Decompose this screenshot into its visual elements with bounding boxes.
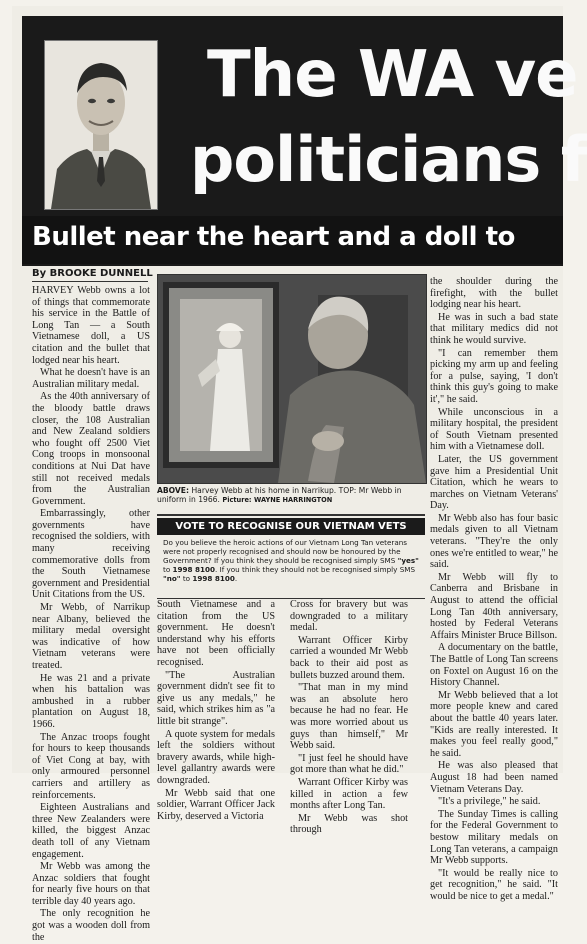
vote-no-pre: . If you think they should not be recognised simply SMS [215, 565, 416, 574]
caption-lead: ABOVE: [157, 486, 190, 495]
paragraph: A quote system for medals left the soldiers without bravery awards, while high-level gallantry awards were downgraded. [157, 728, 275, 786]
deck-bar [22, 216, 563, 264]
vote-no-word: "no" [163, 574, 181, 583]
paragraph: Mr Webb also has four basic medals given to all Vietnam veterans. "They're the only ones we're entitled to wear," he said. [430, 512, 558, 571]
paragraph: He was also pleased that August 18 had been named Vietnam Veterans Day. [430, 760, 558, 795]
vote-box-title: VOTE TO RECOGNISE OUR VIETNAM VETS [157, 518, 425, 535]
paragraph: As the 40th anniversary of the bloody battle draws closer, the 108 Australian and New Zealand soldiers who fought off 2500 Viet Cong troops in monsoonal conditions at Nui Dat have still not received medals from the Australian Government. [32, 391, 150, 507]
paragraph: The only recognition he got was a wooden doll from the [32, 908, 150, 943]
paragraph: Mr Webb will fly to Canberra and Brisbane in August to attend the official Long Tan 40th anniversary, hosted by Federal Veterans Affairs Minister Bruce Billson. [430, 571, 558, 641]
paragraph: "I can remember them picking my arm up and feeling for a pulse, saying, 'I don't think this guy's going to make it'," he said. [430, 347, 558, 405]
article-column-1 [32, 285, 150, 944]
paragraph: Mr Webb said that one soldier, Warrant Officer Jack Kirby, deserved a Victoria [157, 787, 275, 822]
deck-text: Bullet near the heart and a doll to [32, 222, 515, 252]
vote-yes-pre: If you think they should be recognised simply SMS [213, 556, 398, 565]
vote-box-body [157, 535, 425, 583]
caption-credit-name: WAYNE HARRINGTON [254, 496, 333, 505]
byline: By BROOKE DUNNELL [32, 268, 153, 279]
vote-no-number: 1998 8100 [192, 574, 235, 583]
portrait-photo [44, 40, 158, 210]
paragraph: "It's a privilege," he said. [438, 796, 541, 808]
vote-yes-mid: to [163, 565, 173, 574]
paragraph: "It would be really nice to get recognition," he said. "It would be nice to get a medal." [430, 867, 558, 902]
paragraph: He was 21 and a private when his battalion was ambushed in a rubber plantation on August 18, 1966. [32, 672, 150, 730]
paragraph: "That man in my mind was an absolute hero because he had no fear. He was more worried about us guys than himself," Mr Webb said. [290, 682, 408, 752]
paragraph: Cross for bravery but was downgraded to a military medal. [290, 599, 408, 634]
paragraph: Later, the US government gave him a Presidential Unit Citation, which he wears to marches on Vietnam Veterans' Day. [430, 453, 558, 512]
paragraph: "The Australian government didn't see fit to give us any medals," he said, which strikes him as "a little bit strange". [157, 669, 275, 727]
paragraph: Mr Webb was shot through [290, 812, 408, 836]
paragraph: Embarrassingly, other governments have recognised the soldiers, with many receiving commemorative dolls from the South Vietnamese government and Presidential Unit Citations from the US. [32, 508, 150, 601]
article-column-2 [157, 599, 275, 823]
headline-banner [22, 16, 587, 266]
paragraph: the shoulder during the firefight, with the bullet lodging near his heart. [430, 276, 558, 311]
paragraph: Mr Webb was among the Anzac soldiers that fought for nearly five hours on that terrible day 40 years ago. [32, 861, 150, 907]
vote-box [157, 514, 425, 599]
paragraph: Mr Webb believed that a lot more people knew and cared about the battle 40 years later. "Kids are really interested. It makes you feel really good," he said. [430, 689, 558, 759]
paragraph: A documentary on the battle, The Battle of Long Tan screens on Foxtel on August 16 on the History Channel. [430, 642, 558, 689]
paragraph: Eighteen Australians and three New Zealanders were killed, the biggest Anzac death toll of any Vietnam engagement. [32, 802, 150, 860]
headline-line-1: The WA ve [207, 38, 578, 112]
vote-yes-word: "yes" [397, 556, 419, 565]
paragraph: What he doesn't have is an Australian military medal. [32, 367, 150, 390]
article-column-3 [290, 599, 408, 837]
paragraph: South Vietnamese and a citation from the US government. He doesn't understand why his efforts have not been officially recognised. [157, 599, 275, 668]
paragraph: "I just feel he should have got more than what he did." [290, 752, 408, 776]
byline-rule [32, 281, 148, 282]
caption-credit-label: Picture: [222, 496, 252, 505]
photo-caption [157, 486, 425, 506]
vote-yes-number: 1998 8100 [172, 565, 216, 574]
vote-end: . [234, 574, 238, 583]
vote-question: Do you believe the heroic actions of our Vietnam Long Tan veterans were not properly recognised and should now be honoured by the Government? [163, 538, 408, 565]
newspaper-clipping [12, 6, 587, 943]
doll-photo [157, 274, 427, 484]
paragraph: The Anzac troops fought for hours to keep thousands of Viet Cong at bay, with only armoured personnel carriers and artillery as reinforcements. [32, 731, 150, 801]
paragraph: He was in such a bad state that military medics did not think he would survive. [430, 311, 558, 346]
caption-text: Harvey Webb at his home in Narrikup. TOP: Mr Webb in uniform in 1966. [157, 486, 402, 505]
article-column-4 [430, 276, 558, 903]
paragraph: The Sunday Times is calling for the Federal Government to bestow military medals on Long Tan veterans, a campaign Mr Webb supports. [430, 808, 558, 867]
paragraph: HARVEY Webb owns a lot of things that commemorate his service in the Battle of Long Tan — a South Vietnamese doll, a US citation and the bullet that lodged near his heart. [32, 285, 150, 366]
paragraph: Warrant Officer Kirby was killed in action a few months after Long Tan. [290, 776, 408, 812]
paragraph: Mr Webb, of Narrikup near Albany, believed the military medal oversight was indicative of how Vietnam veterans were treated. [32, 602, 150, 671]
paragraph: Warrant Officer Kirby carried a wounded Mr Webb back to their aid post as bullets buzzed around them. [290, 634, 408, 681]
vote-no-mid: to [180, 574, 193, 583]
paragraph: While unconscious in a military hospital, the president of South Vietnam presented him with a Vietnamese doll. [430, 406, 558, 453]
headline-line-2: politicians f [190, 123, 587, 196]
